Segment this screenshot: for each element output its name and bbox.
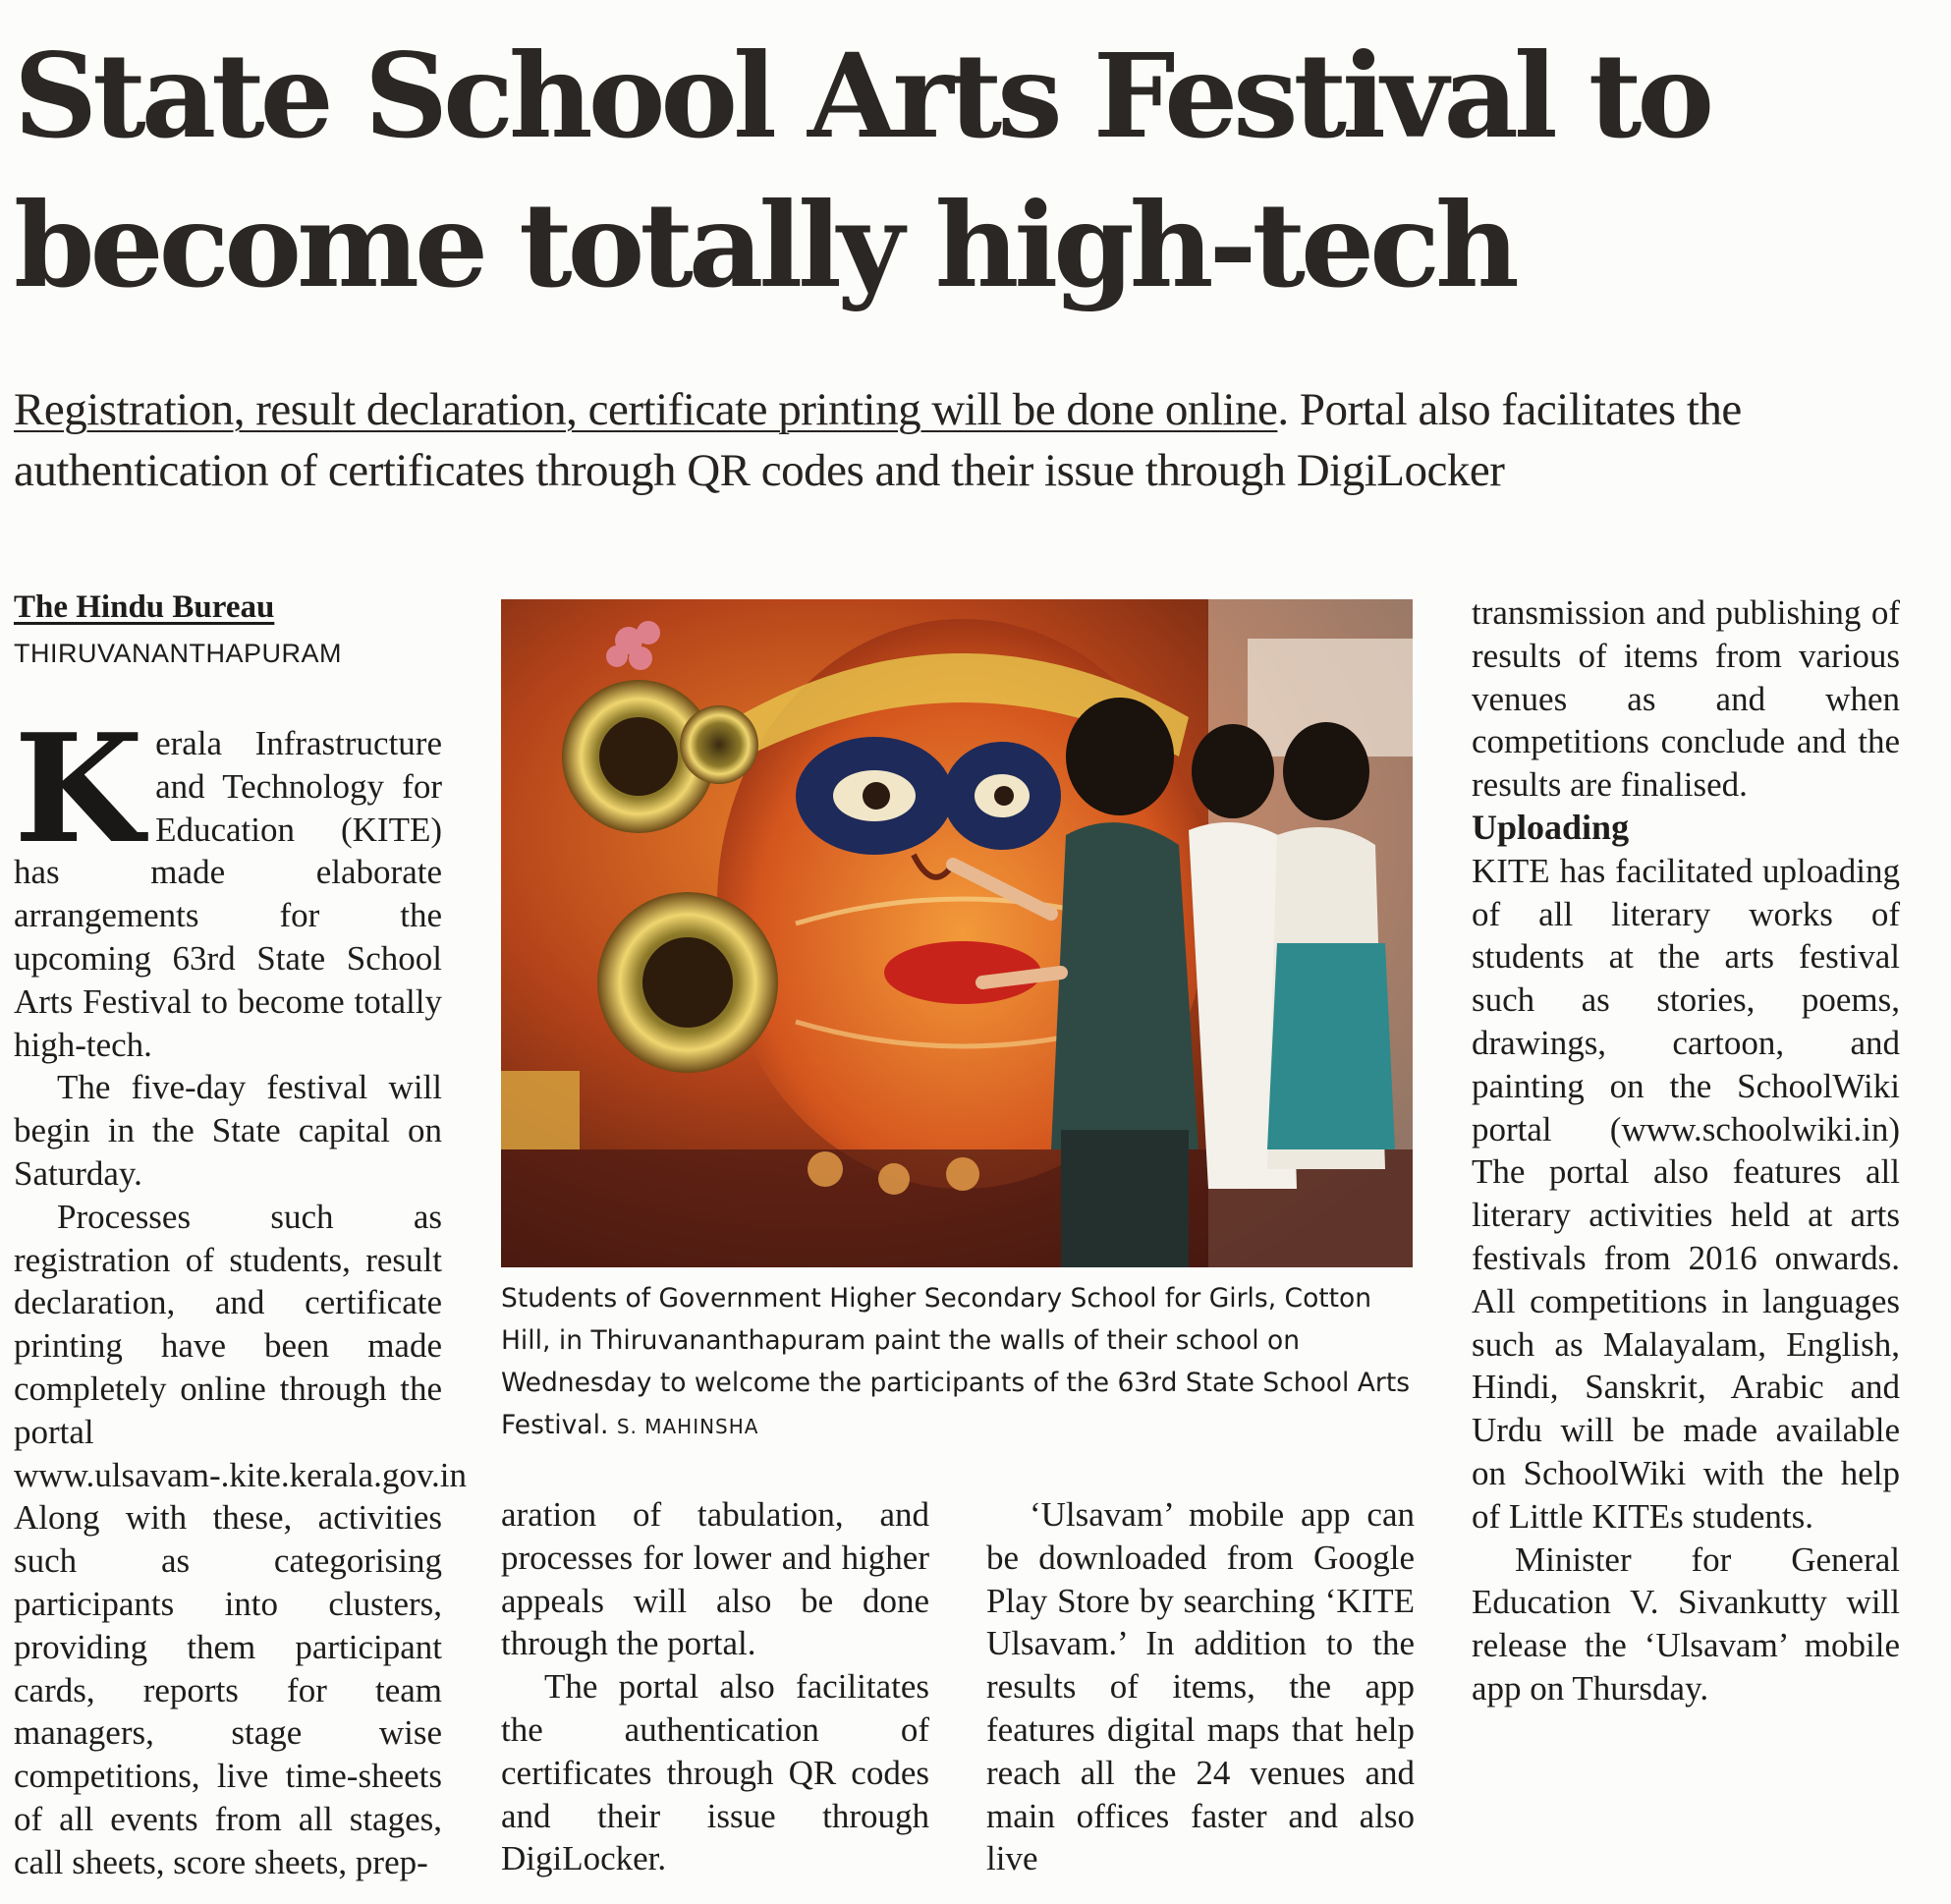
deck: [14, 379, 1880, 501]
paragraph-uploading: KITE has facilitated uploading of all literary works of students at the arts festival such as stories, poems, drawings, cartoon, and painting on the SchoolWiki portal (www.schoolwiki.in) The portal also features all literary activities held at arts festivals from 2016 onwards. All competitions in languages such as Malayalam, English, Hindi, Sanskrit, Arabic and Urdu will be made available on SchoolWiki with the help of Little KITEs students.: [1472, 851, 1900, 1536]
paragraph-authentication: The portal also facilitates the authentication of certificates through QR codes and their issue through DigiLocker.: [501, 1667, 929, 1878]
byline: The Hindu Bureau: [14, 589, 275, 625]
paragraph-mobile-app: ‘Ulsavam’ mobile app can be downloaded from Google Play Store by searching ‘KITE Ulsavam.’ In addition to the results of items, the app features digital maps that help reach all the 24 venues and main offices faster and also live: [986, 1495, 1415, 1878]
photo-caption: Students of Government Higher Secondary School for Girls, Cotton Hill, in Thiruvananthapuram paint the walls of their school on Wednesday to welcome the participants of the 63rd State School Arts Festival. S. MAHINSHA: [501, 1283, 1411, 1440]
deck-underlined: Registration, result declaration, certificate printing will be done online: [14, 384, 1278, 435]
photo-credit: S. MAHINSHA: [616, 1415, 759, 1438]
subhead-uploading: Uploading: [1472, 807, 1630, 847]
dateline: THIRUVANANTHAPURAM: [14, 639, 343, 668]
paragraph-processes-continued: aration of tabulation, and processes for lower and higher appeals will also be done through the portal.: [501, 1495, 929, 1663]
headline: State School Arts Festival to become totally high-tech: [14, 28, 1710, 313]
drop-cap: K: [14, 700, 144, 876]
body-column-3: [986, 1493, 1415, 1880]
body-column-4: [1472, 591, 1900, 1710]
mural-painting-illustration: [501, 599, 1413, 1267]
paragraph-minister: Minister for General Education V. Sivankutty will release the ‘Ulsavam’ mobile app on Thursday.: [1472, 1540, 1900, 1708]
lead-paragraph: Kerala Infrastructure and Technology for Education (KITE) has made elaborate arrangements for the upcoming 63rd State School Arts Festival to become totally high-tech.: [14, 700, 442, 1064]
paragraph-festival-start: The five-day festival will begin in the State capital on Saturday.: [14, 1068, 442, 1193]
paragraph-processes: Processes such as registration of students, result declaration, and certificate printing have been made completely online through the portal www.ulsavam-.kite.kerala.gov.in Along with these, activities such as categorising participants into clusters, providing them participant cards, reports for team managers, stage wise competitions, live time-sheets of all events from all stages, call sheets, score sheets, prep-: [14, 1197, 468, 1881]
body-column-2: [501, 1493, 929, 1880]
paragraph-mobile-app-continued: transmission and publishing of results of items from various venues as and when competitions conclude and the results are finalised.: [1472, 593, 1900, 805]
body-column-1: [14, 700, 468, 1884]
deck-rest: . Portal also facilitates the authentication of certificates through QR codes and their issue through DigiLocker: [14, 384, 1742, 496]
article-photo: [501, 599, 1413, 1267]
